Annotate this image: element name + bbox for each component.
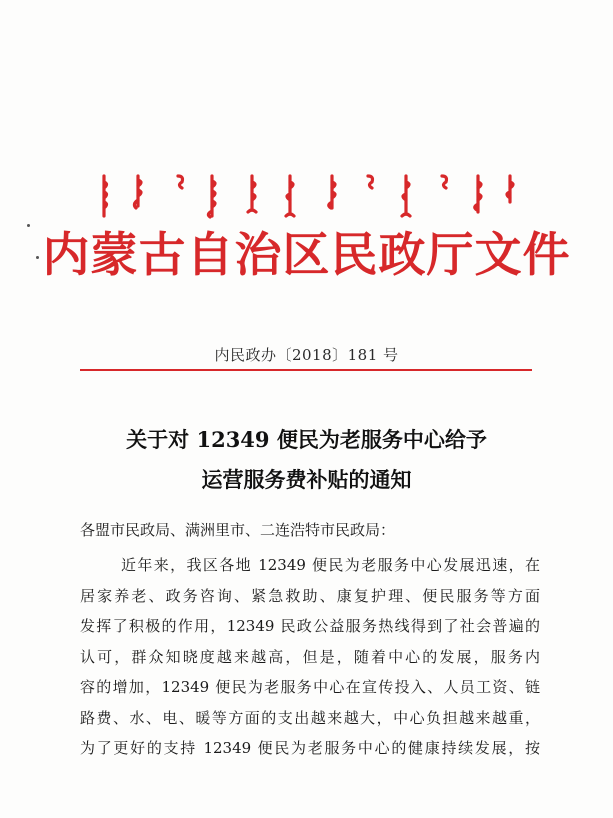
body-line: 容的增加，12349 便民为老服务中心在宣传投入、人员工资、链	[80, 678, 540, 696]
body-line: 路费、水、电、暖等方面的支出越来越大，中心负担越来越重，	[80, 708, 540, 727]
notice-title-line: 运营服务费补贴的通知	[201, 467, 412, 492]
addressee-line: 各盟市民政局、满洲里市、二连浩特市民政局：	[80, 521, 396, 539]
red-divider	[80, 369, 532, 371]
body-line: 发挥了积极的作用，12349 民政公益服务热线得到了社会普遍的	[80, 617, 540, 635]
body-line: 认可，群众知晓度越来越高，但是，随着中心的发展，服务内	[80, 647, 540, 666]
body-line: 居家养老、政务咨询、紧急救助、康复护理、便民服务等方面	[80, 586, 540, 605]
notice-title	[0, 420, 613, 500]
body-line: 近年来，我区各地 12349 便民为老服务中心发展迅速，在	[121, 556, 540, 574]
body-paragraph	[80, 550, 540, 764]
body-line: 为了更好的支持 12349 便民为老服务中心的健康持续发展，按	[80, 739, 540, 757]
mongolian-script-heading	[100, 172, 520, 222]
notice-title-line: 关于对 12349 便民为老服务中心给予	[126, 427, 487, 452]
document-number: 内民政办〔2018〕181 号	[214, 346, 399, 364]
issuer-title: 内蒙古自治区民政厅文件	[42, 228, 571, 283]
